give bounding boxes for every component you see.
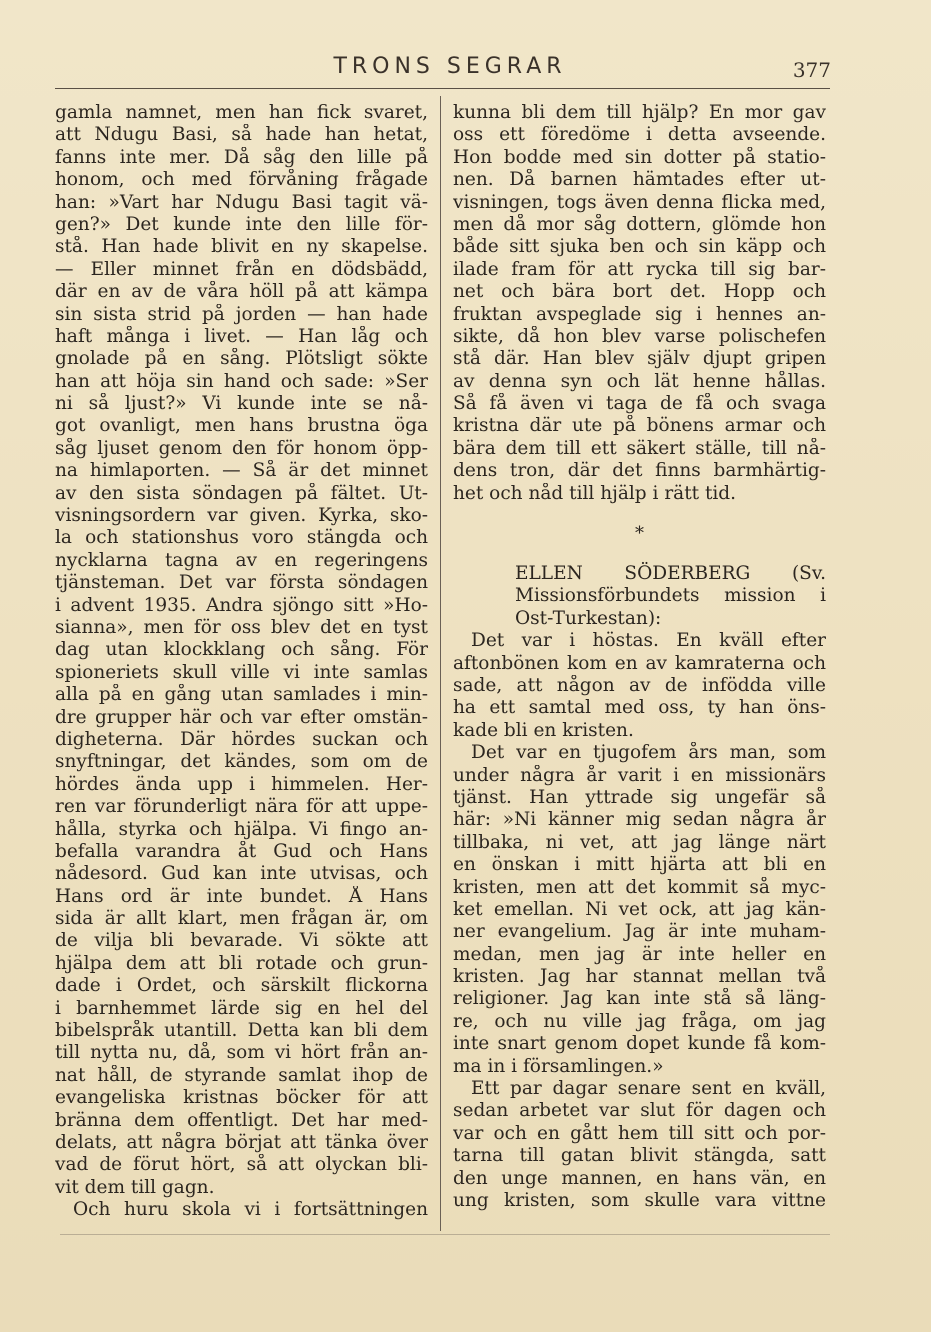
- text-line: religioner. Jag kan inte stå så läng-: [453, 988, 826, 1010]
- text-line: där en av de våra höll på att kämpa: [55, 281, 428, 303]
- text-line: kunna bli dem till hjälp? En mor gav: [453, 102, 826, 123]
- text-line: sianna», men för oss blev det en tyst: [55, 616, 428, 638]
- text-line: gamla namnet, men han fick svaret,: [55, 102, 428, 123]
- text-line: hördes ända upp i himmelen. Her-: [55, 773, 428, 795]
- section-separator: *: [635, 523, 644, 545]
- text-line: ni så ljust?» Vi kunde inte se nå-: [55, 393, 428, 415]
- text-line: het och nåd till hjälp i rätt tid.: [453, 482, 737, 504]
- text-line: bära dem till ett säkert ställe, till nå-: [453, 437, 826, 459]
- text-line: gen?» Det kunde inte den lille för-: [55, 213, 428, 235]
- text-line: bibelspråk utantill. Detta kan bli dem: [55, 1020, 428, 1042]
- text-line: net och bära bort det. Hopp och: [453, 281, 826, 303]
- text-line: Hans ord är inte bundet. Å Hans: [55, 885, 428, 907]
- text-line: kade bli en kristen.: [453, 719, 634, 741]
- text-line: inte snart genom dopet kunde få kom-: [453, 1033, 826, 1055]
- text-line: i barnhemmet lärde sig en hel del: [55, 997, 428, 1019]
- text-line: men då mor såg dottern, glömde hon: [453, 213, 826, 235]
- text-line: nådesord. Gud kan inte utvisas, och: [55, 863, 428, 885]
- text-line: haft många i livet. — Han låg och: [55, 325, 428, 347]
- text-line: Ett par dagar senare sent en kväll,: [471, 1078, 826, 1100]
- text-line: såg ljuset genom den för honom öpp-: [55, 437, 428, 459]
- text-line: han: »Vart har Ndugu Basi tagit vä-: [55, 191, 428, 213]
- text-line: vad de förut hört, så att olyckan bli-: [55, 1154, 428, 1176]
- text-line: av den sista söndagen på fältet. Ut-: [55, 482, 428, 504]
- text-line: ma in i församlingen.»: [453, 1055, 664, 1077]
- text-line: kristna där ute på bönens armar och: [453, 415, 826, 437]
- text-line: att Ndugu Basi, så hade han hetat,: [55, 124, 428, 146]
- text-line: la och stationshus voro stängda och: [55, 527, 428, 549]
- text-line: evangeliska kristnas böcker för att: [55, 1087, 428, 1109]
- text-line: sida är allt klart, men frågan är, om: [55, 908, 428, 930]
- column-divider: [440, 96, 441, 1231]
- text-line: ren var förunderligt nära för att uppe-: [55, 796, 428, 818]
- text-line: sin sista strid på jorden — han hade: [55, 303, 428, 325]
- text-line: ner evangelium. Jag är inte muham-: [453, 921, 826, 943]
- text-line: av denna syn och lät henne hållas.: [453, 370, 826, 392]
- text-line: bränna dem offentligt. Det har med-: [55, 1109, 428, 1131]
- author-heading: ELLEN SÖDERBERG (Sv.: [515, 563, 826, 585]
- text-line: medan, men jag är inte heller en: [453, 943, 826, 965]
- text-line: Det var en tjugofem års man, som: [471, 742, 826, 764]
- text-line: hjälpa dem att bli rotade och grun-: [55, 952, 428, 974]
- text-line: befalla varandra åt Gud och Hans: [55, 840, 428, 862]
- text-line: nat håll, de styrande samlat ihop de: [55, 1064, 428, 1086]
- text-line: till nytta nu, då, som vi hört från an-: [55, 1042, 428, 1064]
- text-line: tjänst. Han yttrade sig ungefär så: [453, 786, 826, 808]
- text-line: na himlaporten. — Så är det minnet: [55, 460, 428, 482]
- author-heading: Ost-Turkestan):: [515, 607, 662, 629]
- text-line: ket emellan. Ni vet ock, att jag kän-: [453, 898, 826, 920]
- text-line: visningsordern var given. Kyrka, sko-: [55, 505, 428, 527]
- text-line: var och en gått hem till sitt och por-: [453, 1122, 826, 1144]
- text-line: nycklarna tagna av en regeringens: [55, 549, 428, 571]
- text-line: både sitt sjuka ben och sin käpp och: [453, 236, 826, 258]
- text-line: Så få även vi taga de få och svaga: [453, 393, 826, 415]
- bottom-rule: [60, 1234, 830, 1235]
- text-line: oss ett föredöme i detta avseende.: [453, 124, 826, 146]
- text-line: nen. Då barnen hämtades efter ut-: [453, 169, 826, 191]
- left-column: [55, 102, 428, 1222]
- text-line: stå. Han hade blivit en ny skapelse.: [55, 236, 428, 258]
- text-line: under några år varit i en missionärs: [453, 764, 826, 786]
- text-line: ha ett samtal med oss, ty han öns-: [453, 697, 826, 719]
- text-line: spioneriets skull ville vi inte samlas: [55, 661, 428, 683]
- text-line: hålla, styrka och hjälpa. Vi fingo an-: [55, 818, 428, 840]
- text-line: ung kristen, som skulle vara vittne: [453, 1189, 826, 1211]
- text-line: got ovanligt, men hans brustna öga: [55, 415, 428, 437]
- text-line: snyftningar, det kändes, som om de: [55, 751, 428, 773]
- text-line: digheterna. Där hördes suckan och: [55, 728, 428, 750]
- text-line: fruktan avspeglade sig i hennes an-: [453, 303, 826, 325]
- text-line: i advent 1935. Andra sjöngo sitt »Ho-: [55, 594, 428, 616]
- text-line: tjänsteman. Det var första söndagen: [55, 572, 428, 594]
- text-line: Det var i höstas. En kväll efter: [471, 630, 826, 652]
- text-line: ilade fram för att rycka till sig bar-: [453, 258, 826, 280]
- text-line: han att höja sin hand och sade: »Ser: [55, 370, 428, 392]
- text-line: Hon bodde med sin dotter på statio-: [453, 146, 826, 168]
- text-line: sikte, då hon blev varse polischefen: [453, 325, 826, 347]
- text-line: alla på en gång utan samlades i min-: [55, 684, 428, 706]
- author-heading: Missionsförbundets mission i: [515, 585, 826, 607]
- text-line: dade i Ordet, och särskilt flickorna: [55, 975, 428, 997]
- text-line: — Eller minnet från en dödsbädd,: [55, 258, 428, 280]
- text-line: de vilja bli bevarade. Vi sökte att: [55, 930, 428, 952]
- text-line: sade, att någon av de infödda ville: [453, 674, 826, 696]
- text-line: dag utan klockklang och sång. För: [55, 639, 428, 661]
- text-line: kristen. Jag har stannat mellan två: [453, 966, 826, 988]
- text-line: dre grupper här och var efter omstän-: [55, 706, 428, 728]
- right-column: [453, 102, 826, 1212]
- text-line: dens tron, där det finns barmhärtig-: [453, 460, 826, 482]
- text-line: Och huru skola vi i fortsättningen: [73, 1199, 428, 1221]
- text-line: tillbaka, ni vet, att jag länge närt: [453, 831, 826, 853]
- page-number: 377: [792, 58, 831, 82]
- text-line: gnolade på en sång. Plötsligt sökte: [55, 348, 428, 370]
- text-line: aftonbönen kom en av kamraterna och: [453, 652, 826, 674]
- text-line: vit dem till gagn.: [55, 1176, 215, 1198]
- text-line: stå där. Han blev själv djupt gripen: [453, 348, 826, 370]
- text-line: fanns inte mer. Då såg den lille på: [55, 146, 428, 168]
- text-line: re, och nu ville jag fråga, om jag: [453, 1010, 826, 1032]
- text-line: honom, och med förvåning frågade: [55, 169, 428, 191]
- text-line: en önskan i mitt hjärta att bli en: [453, 854, 826, 876]
- text-line: tarna till gatan blivit stängda, satt: [453, 1145, 826, 1167]
- header-rule: [55, 88, 830, 89]
- text-line: här: »Ni känner mig sedan några år: [453, 809, 826, 831]
- running-title: TRONS SEGRAR: [333, 54, 567, 79]
- text-line: visningen, togs även denna flicka med,: [453, 191, 826, 213]
- text-line: kristen, men att det kommit så myc-: [453, 876, 826, 898]
- text-line: den unge mannen, en hans vän, en: [453, 1167, 826, 1189]
- text-line: delats, att några börjat att tänka över: [55, 1131, 428, 1153]
- text-line: sedan arbetet var slut för dagen och: [453, 1100, 826, 1122]
